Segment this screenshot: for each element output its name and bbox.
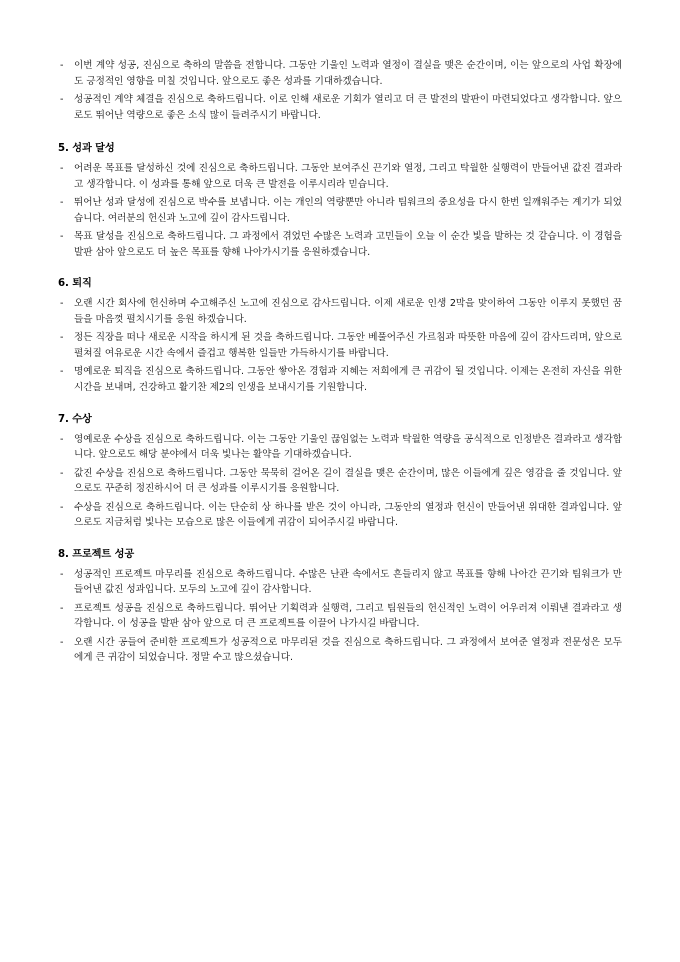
bullet-marker: - xyxy=(60,433,64,445)
bullet-marker: - xyxy=(60,94,64,106)
bullet-marker: - xyxy=(60,298,64,310)
bullet-marker: - xyxy=(60,163,64,175)
list-item-text: 정든 직장을 떠나 새로운 시작을 하시게 된 것을 축하드립니다. 그동안 베풀어주신 가르침과 따뜻한 마음에 깊이 감사드리며, 앞으로 펼쳐질 여유로운 시간 속에서 즐겁고 행복한 일들만 가득하시기를 바랍니다. xyxy=(74,332,622,359)
bullet-marker: - xyxy=(60,197,64,209)
list-item xyxy=(58,466,622,497)
bullet-list xyxy=(58,432,622,531)
list-item xyxy=(58,635,622,666)
bullet-list xyxy=(58,161,622,260)
section-performance xyxy=(58,139,622,260)
list-item xyxy=(58,567,622,598)
list-item xyxy=(58,500,622,531)
list-item-text: 수상을 진심으로 축하드립니다. 이는 단순히 상 하나를 받은 것이 아니라, 그동안의 열정과 헌신이 만들어낸 위대한 결과입니다. 앞으로도 지금처럼 빛나는 모습으로 많은 이들에게 귀감이 되어주시길 바랍니다. xyxy=(74,501,622,529)
section-heading: 7. 수상 xyxy=(58,413,92,425)
bullet-marker: - xyxy=(60,467,64,479)
list-item-text: 성공적인 계약 체결을 진심으로 축하드립니다. 이로 인해 새로운 기회가 열리고 더 큰 발전의 발판이 마련되었다고 생각합니다. 앞으로도 뛰어난 역량으로 좋은 소식 많이 들려주시기 바랍니다. xyxy=(74,94,622,121)
bullet-marker: - xyxy=(60,231,64,243)
bullet-marker: - xyxy=(60,602,64,614)
list-item-text: 값진 수상을 진심으로 축하드립니다. 그동안 묵묵히 걸어온 길이 결실을 맺은 순간이며, 많은 이들에게 깊은 영감을 줄 것입니다. 앞으로도 꾸준히 정진하시어 더 큰 성과를 이루시기를 응원합니다. xyxy=(74,467,622,495)
list-item-text: 오랜 시간 회사에 헌신하며 수고해주신 노고에 진심으로 감사드립니다. 이제 새로운 인생 2막을 맞이하여 그동안 이루지 못했던 꿈들을 마음껏 펼치시기를 응원 하겠습니다. xyxy=(74,298,622,325)
bullet-marker: - xyxy=(60,60,64,71)
section-retirement xyxy=(58,274,622,395)
list-item-text: 오랜 시간 공들여 준비한 프로젝트가 성공적으로 마무리된 것을 진심으로 축하드립니다. 그 과정에서 보여준 열정과 전문성은 모두에게 큰 귀감이 되었습니다. 정말 수고 많으셨습니다. xyxy=(74,636,622,664)
list-item-text: 이번 계약 성공, 진심으로 축하의 말씀을 전합니다. 그동안 기울인 노력과 열정이 결실을 맺은 순간이며, 이는 앞으로의 사업 확장에도 긍정적인 영향을 미칠 것입니다. 앞으로도 좋은 성과를 기대하겠습니다. xyxy=(74,60,622,87)
list-item xyxy=(58,161,622,192)
list-item-text: 영예로운 수상을 진심으로 축하드립니다. 이는 그동안 기울인 끊임없는 노력과 탁월한 역량을 공식적으로 인정받은 결과라고 생각합니다. 앞으로도 해당 분야에서 더욱 빛나는 활약을 기대하겠습니다. xyxy=(74,433,622,461)
section-heading: 8. 프로젝트 성공 xyxy=(58,548,135,560)
bullet-list xyxy=(58,567,622,666)
bullet-list xyxy=(58,58,622,123)
bullet-marker: - xyxy=(60,332,64,344)
list-item-text: 뛰어난 성과 달성에 진심으로 박수를 보냅니다. 이는 개인의 역량뿐만 아니라 팀워크의 중요성을 다시 한번 일깨워주는 계기가 되었습니다. 여러분의 헌신과 노고에 깊이 감사드립니다. xyxy=(74,197,622,224)
list-item-text: 명예로운 퇴직을 진심으로 축하드립니다. 그동안 쌓아온 경험과 지혜는 저희에게 큰 귀감이 될 것입니다. 이제는 온전히 자신을 위한 시간을 보내며, 건강하고 활기찬 제2의 인생을 보내시기를 기원합니다. xyxy=(74,366,622,393)
section-heading: 5. 성과 달성 xyxy=(58,143,115,155)
bullet-marker: - xyxy=(60,501,64,513)
bullet-list xyxy=(58,296,622,395)
section-heading: 6. 퇴직 xyxy=(58,278,92,290)
section-award xyxy=(58,410,622,531)
list-item xyxy=(58,296,622,327)
bullet-marker: - xyxy=(60,366,64,378)
lead-bullet-block xyxy=(58,58,622,123)
list-item xyxy=(58,195,622,226)
list-item xyxy=(58,229,622,260)
list-item-text: 어려운 목표를 달성하신 것에 진심으로 축하드립니다. 그동안 보여주신 끈기와 열정, 그리고 탁월한 실행력이 만들어낸 값진 결과라고 생각합니다. 이 성과를 통해 앞으로 더욱 큰 발전을 이루시리라 믿습니다. xyxy=(74,163,622,190)
list-item xyxy=(58,330,622,361)
list-item xyxy=(58,364,622,395)
list-item xyxy=(58,58,622,89)
bullet-marker: - xyxy=(60,636,64,648)
list-item xyxy=(58,432,622,463)
list-item xyxy=(58,92,622,123)
bullet-marker: - xyxy=(60,568,64,580)
list-item xyxy=(58,601,622,632)
list-item-text: 성공적인 프로젝트 마무리를 진심으로 축하드립니다. 수많은 난관 속에서도 흔들리지 않고 목표를 향해 나아간 끈기와 팀워크가 만들어낸 값진 성과입니다. 모두의 노고에 깊이 감사합니다. xyxy=(74,568,622,596)
list-item-text: 프로젝트 성공을 진심으로 축하드립니다. 뛰어난 기획력과 실행력, 그리고 팀원들의 헌신적인 노력이 어우러져 이뤄낸 결과라고 생각합니다. 이 성공을 발판 삼아 앞으로 더 큰 프로젝트를 이끌어 나가시길 바랍니다. xyxy=(74,602,622,630)
section-project-success xyxy=(58,545,622,666)
list-item-text: 목표 달성을 진심으로 축하드립니다. 그 과정에서 겪었던 수많은 노력과 고민들이 오늘 이 순간 빛을 발하는 것 같습니다. 이 경험을 발판 삼아 앞으로도 더 높은 목표를 향해 나아가시기를 응원하겠습니다. xyxy=(74,231,622,258)
